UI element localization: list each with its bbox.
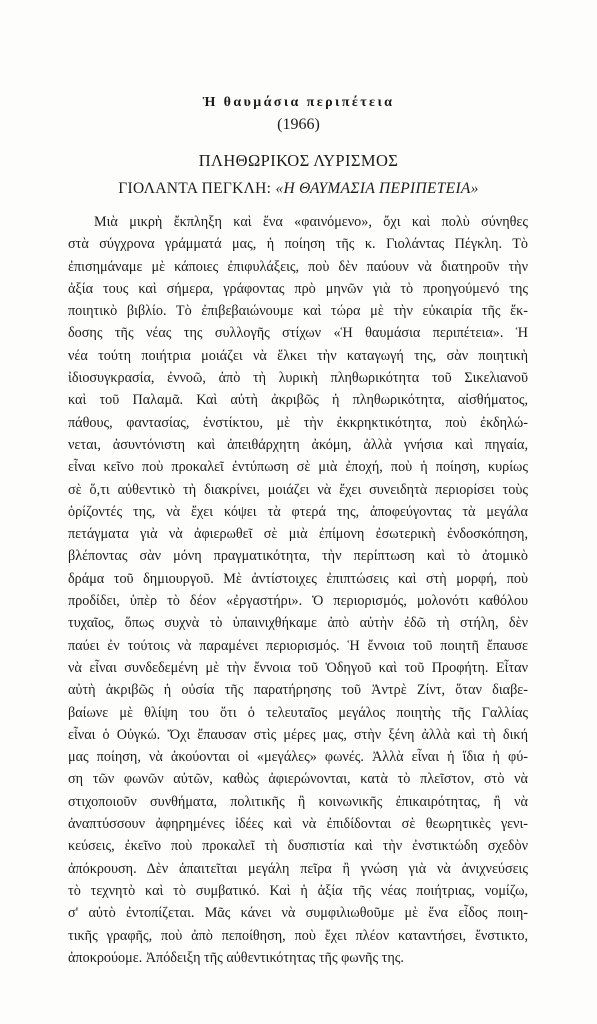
text-line: δράμα τοῦ δημιουργοῦ. Μὲ ἀντίστοιχες ἐπιπτώσεις καὶ στὴ μορφή, ποὺ (68, 570, 528, 587)
text-line: στιχοποιοῦν συνθήματα, πολιτικῆς ἢ κοινωνικῆς ἐπικαιρότητας, ἢ νὰ (68, 793, 528, 810)
text-line: τὸ τεχνητὸ καὶ τὸ συμβατικό. Καὶ ἡ ἀξία τῆς νέας ποιήτριας, νομίζω, (68, 882, 528, 899)
text-line: προδίδει, ὑπὲρ τὸ δέον «ἐργαστήρι». Ὁ περιορισμός, μολονότι καθόλου (68, 593, 528, 610)
text-line: βαίωνε μὲ θλίψη του ὅτι ὁ τελευταῖος μεγάλος ποιητὴς τῆς Γαλλίας (68, 704, 528, 721)
text-line: Μιὰ μικρὴ ἔκπληξη καὶ ἕνα «φαινόμενο», ὄχι καὶ πολὺ σύνηθες (94, 214, 528, 230)
text-line: πάθους, φαντασίας, ἐνστίκτου, μὲ τὴν ἐκκρηκτικότητα, ποὺ ἐκδηλώ- (68, 414, 528, 431)
section-heading: Ἡ θαυμάσια περιπέτεια (202, 95, 395, 110)
text-line: εἶναι κεῖνο ποὺ προκαλεῖ ἐντύπωση σὲ μιὰ ἐποχή, ποὺ ἡ ποίηση, κυρίως (68, 459, 528, 476)
text-line: δοσης τῆς νέας της συλλογῆς στίχων «Ἡ θαυμάσια περιπέτεια». Ἡ (68, 325, 528, 342)
text-line: καὶ τοῦ Παλαμᾶ. Καὶ αὐτὴ ἀκριβῶς ἡ πληθωρικότητα, αἰσθήματος, (68, 392, 528, 409)
text-line: νὰ εἶναι συνδεδεμένη μὲ τὴν ἔννοια τοῦ Ὁδηγοῦ καὶ τοῦ Προφήτη. Εἶταν (68, 659, 528, 676)
text-line: μας ποίηση, νὰ ἀκούονται οἱ «μεγάλες» φωνές. Ἀλλὰ εἶναι ἡ ἴδια ἡ φύ- (68, 749, 528, 766)
text-line: ὁρίζοντές της, νὰ ἔχει κόψει τὰ φτερά της, ἀποφεύγοντας τὰ μεγάλα (68, 503, 528, 520)
text-line: σὲ ὅ,τι αὐθεντικὸ τὴ διακρίνει, μοιάζει νὰ ἔχει συνειδητὰ περιορίσει τοὺς (68, 481, 528, 498)
text-line: βλέποντας σὰν μόνη πραγματικότητα, τὴν περίπτωση καὶ τὸ ἀτομικὸ (68, 548, 528, 565)
text-line: στὰ σύγχρονα γράμματά μας, ἡ ποίηση τῆς κ. Γιολάντας Πέγκλη. Τὸ (68, 236, 528, 253)
text-line: ἀπόκρουση. Δὲν ἀπαιτεῖται μεγάλη πεῖρα ἢ γνώση γιὰ νὰ ἀνιχνεύσεις (68, 860, 528, 877)
text-line: ποιητικὸ βιβλίο. Τὸ ἐπιβεβαιώνουμε καὶ τώρα μὲ τὴν εὐκαιρία τῆς ἔκ- (68, 303, 528, 320)
section-year: (1966) (277, 116, 320, 133)
text-line: ση τῶν φωνῶν αὐτῶν, καθὼς ἀφιερώνονται, κατὰ τὸ πλεῖστον, στὸ νὰ (68, 771, 528, 788)
text-line: ἐπισημάναμε μὲ κάποιες ἐπιφυλάξεις, ποὺ δὲν παύουν νὰ διατηροῦν τὴν (68, 258, 528, 275)
text-line: αὐτὴ ἀκριβῶς ἡ οὐσία τῆς παρατήρησης τοῦ Ἀντρὲ Ζίντ, ὅταν διαβε- (68, 682, 528, 699)
text-line: παύει ἐν τούτοις νὰ παραμένει περιορισμός. Ἡ ἔννοια τοῦ ποιητῆ ἔπαυσε (68, 637, 528, 654)
text-line: ἀξία τους καὶ σήμερα, γράφοντας πρὸ μηνῶν γιὰ τὸ προηγούμενό της (68, 280, 528, 297)
article-title: ΠΛΗΘΩΡΙΚΟΣ ΛΥΡΙΣΜΟΣ (198, 151, 399, 170)
author-name: ΓΙΟΛΑΝΤΑ ΠΕΓΚΛΗ: (118, 180, 272, 197)
text-line: τικῆς γραφῆς, ποὺ ἀπὸ πεποίθηση, ποὺ ἔχει πλέον καταντήσει, ἔνστικτο, (68, 927, 528, 944)
text-line: ἀποκρούομε. Ἀπόδειξη τῆς αὐθεντικότητας τῆς φωνῆς της. (68, 949, 404, 966)
article-byline (60, 178, 537, 200)
book-title: «Η ΘΑΥΜΑΣΙΑ ΠΕΡΙΠΕΤΕΙΑ» (275, 180, 479, 197)
text-line: ἰδιοσυγκρασία, ἐννοῶ, ἀπὸ τὴ λυρικὴ πληθωρικότητα τοῦ Σικελιανοῦ (68, 370, 528, 387)
text-line: ἀναπτύσσουν ἀφηρημένες ἰδέες καὶ νὰ ἐπιδίδονται σὲ θεωρητικὲς γενι- (68, 816, 528, 833)
text-line: κεύσεις, ἐκεῖνο ποὺ προκαλεῖ τὴ δυσπιστία καὶ τὴν ἐνστικτώδη σχεδὸν (68, 838, 528, 855)
text-line: σ' αὐτὸ ἐντοπίζεται. Μᾶς κάνει νὰ συμφιλιωθοῦμε μὲ ἕνα εἶδος ποιη- (68, 905, 528, 922)
text-line: τυχαῖος, ὅπως συχνὰ τὸ ὑπαινιχθήκαμε ἀπὸ αὐτὴν ἐδῶ τὴ στήλη, δὲν (68, 615, 528, 632)
text-line: εἶναι ὁ Οὐγκώ. Ὄχι ἔπαυσαν στὶς μέρες μας, στὴν ξένη ἀλλὰ καὶ τὴ δική (68, 726, 528, 743)
text-line: πετάγματα γιὰ νὰ ἀφιερωθεῖ σὲ μιὰ ἐπίμονη ἐσωτερικὴ ἐνδοσκόπηση, (68, 526, 528, 543)
article-body (68, 211, 528, 969)
text-line: νέα τούτη ποιήτρια μοιάζει νὰ ἕλκει τὴν καταγωγή της, σὰν ποιητικὴ (68, 347, 528, 364)
text-line: νεται, ἀσυντόνιστη καὶ ἀπειθάρχητη ἀκόμη, ἀλλὰ γνήσια καὶ πηγαία, (68, 436, 528, 453)
